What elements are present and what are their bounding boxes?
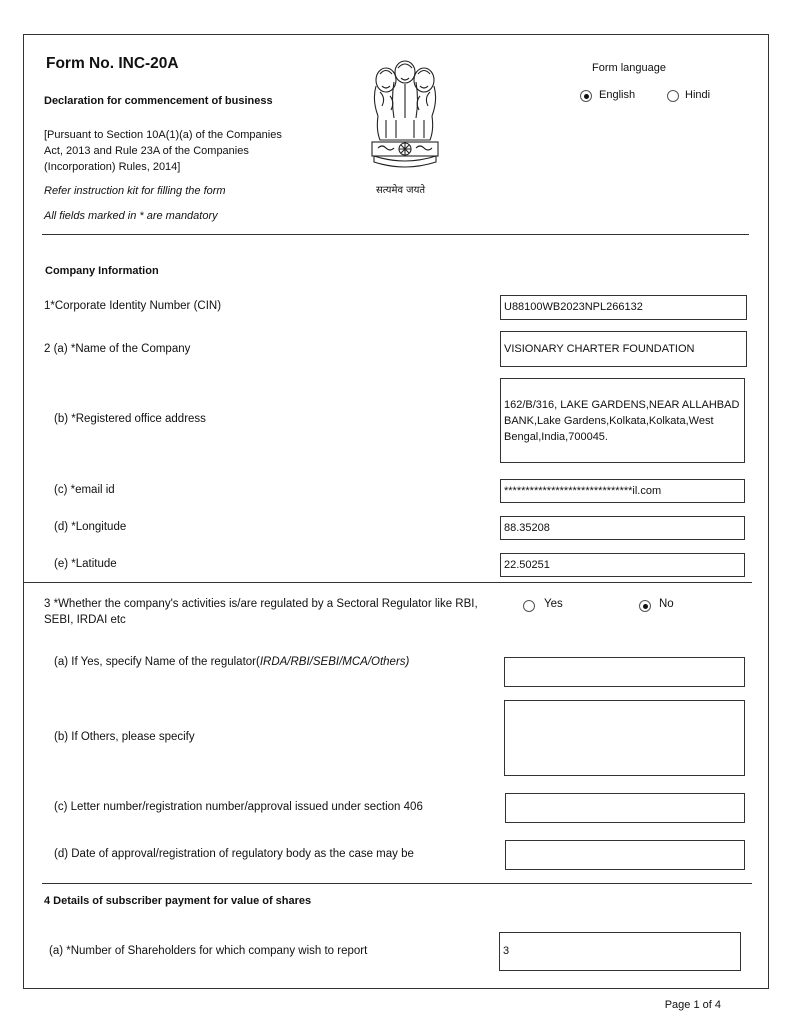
cin-field[interactable]: U88100WB2023NPL266132 (500, 295, 747, 320)
letter-number-label: (c) Letter number/registration number/approval issued under section 406 (54, 801, 423, 813)
header-divider (42, 234, 749, 235)
national-emblem (364, 56, 446, 200)
others-specify-field[interactable] (504, 700, 745, 776)
language-hindi-radio[interactable] (667, 90, 679, 102)
others-specify-label: (b) If Others, please specify (54, 731, 195, 743)
shareholders-count-field[interactable]: 3 (499, 932, 741, 971)
regulator-name-label-text: (a) If Yes, specify Name of the regulator( (54, 656, 260, 668)
language-hindi-label: Hindi (685, 89, 711, 101)
pursuant-text: [Pursuant to Section 10A(1)(a) of the Companies Act, 2013 and Rule 23A of the Companies (Incorporation) Rules, 2014] (44, 129, 282, 173)
shareholders-count-label: (a) *Number of Shareholders for which company wish to report (49, 945, 368, 957)
company-info-heading: Company Information (45, 265, 159, 277)
letter-number-field[interactable] (505, 793, 745, 823)
regulator-yes-radio[interactable] (523, 600, 535, 612)
language-english-label: English (599, 89, 636, 101)
instruction-link[interactable]: Refer instruction kit for filling the form (44, 185, 226, 197)
regulator-no-label: No (659, 598, 674, 610)
declaration-heading: Declaration for commencement of business (44, 95, 273, 107)
approval-date-label: (d) Date of approval/registration of regulatory body as the case may be (54, 848, 414, 860)
form-language-label: Form language (592, 62, 666, 74)
email-label: (c) *email id (54, 484, 115, 496)
page-indicator: Page 1 of 4 (664, 999, 721, 1011)
company-name-label: 2 (a) *Name of the Company (44, 343, 191, 355)
payment-heading: 4 Details of subscriber payment for value of shares (44, 895, 312, 907)
regulator-name-field[interactable] (504, 657, 745, 687)
registered-address-label: (b) *Registered office address (54, 413, 206, 425)
regulator-name-label-options: IRDA/RBI/SEBI/MCA/Others) (259, 656, 410, 668)
email-field[interactable]: ******************************il.com (500, 479, 745, 503)
latitude-field[interactable]: 22.50251 (500, 553, 745, 577)
language-english-radio[interactable] (580, 90, 592, 102)
approval-date-field[interactable] (505, 840, 745, 870)
cin-label: 1*Corporate Identity Number (CIN) (44, 300, 222, 312)
latitude-label: (e) *Latitude (54, 558, 117, 570)
emblem-icon (364, 56, 446, 184)
registered-address-field[interactable]: 162/B/316, LAKE GARDENS,NEAR ALLAHBAD BANK,Lake Gardens,Kolkata,Kolkata,West Bengal,India,700045. (500, 378, 745, 463)
section-divider-4 (42, 883, 752, 884)
regulator-yes-label: Yes (544, 598, 563, 610)
regulator-name-label (54, 656, 409, 668)
company-name-field[interactable]: VISIONARY CHARTER FOUNDATION (500, 331, 747, 367)
form-title: Form No. INC-20A (46, 55, 179, 72)
longitude-label: (d) *Longitude (54, 521, 127, 533)
longitude-field[interactable]: 88.35208 (500, 516, 745, 540)
emblem-motto: सत्यमेव जयते (376, 185, 426, 196)
section-divider-3 (24, 582, 752, 583)
mandatory-note: All fields marked in * are mandatory (44, 210, 218, 222)
regulator-question: 3 *Whether the company's activities is/are regulated by a Sectoral Regulator like RBI, SEBI, IRDAI etc (44, 598, 478, 626)
regulator-no-radio[interactable] (639, 600, 651, 612)
